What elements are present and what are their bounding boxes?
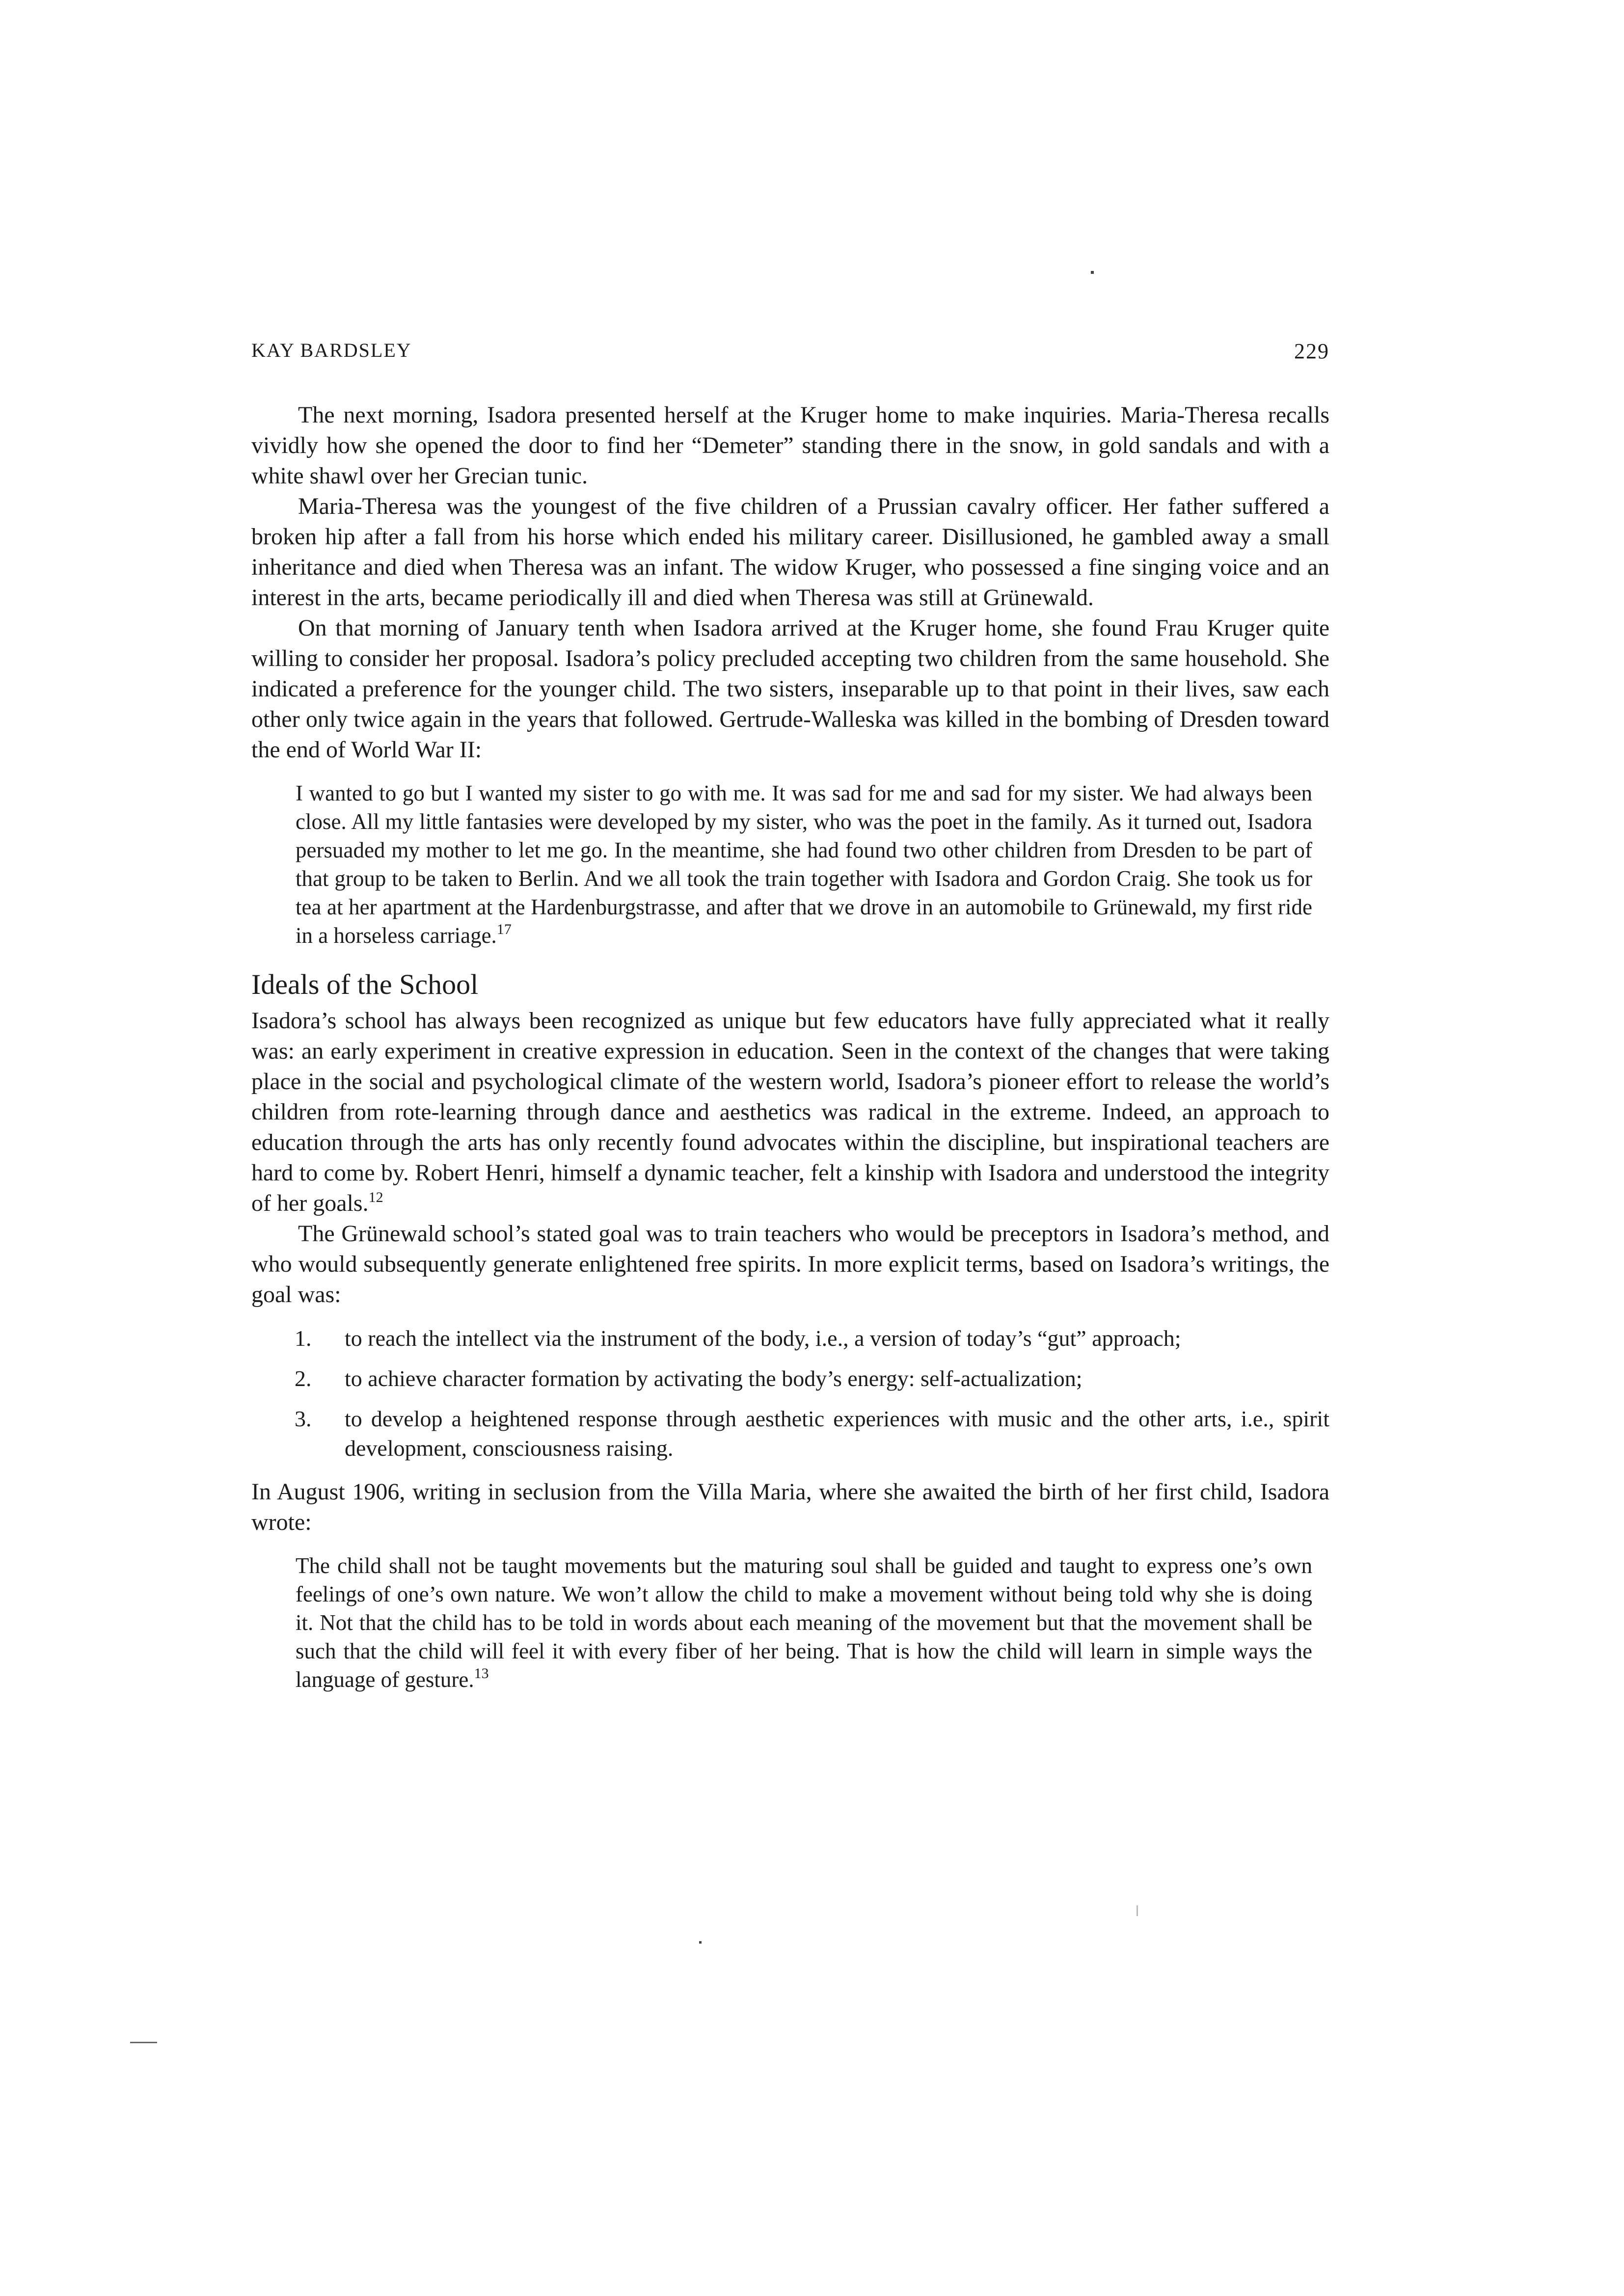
block-quote-maria-theresa (296, 779, 1312, 950)
scan-speck (1137, 1905, 1138, 1916)
scan-speck (130, 2042, 157, 2043)
paragraph-august-1906: In August 1906, writing in seclusion from the Villa Maria, where she awaited the birth of her first child, Isadora wrote: (251, 1479, 1329, 1535)
scan-speck (1091, 271, 1094, 274)
footnote-ref: 17 (496, 921, 512, 937)
paragraph-text: Isadora’s school has always been recognized as unique but few educators have fully appreciated what it really was: an early experiment in creative expression in education. Seen in the context of the changes that were taking place in the social and psychological climate of the western world, Isadora’s pioneer effort to release the world’s children from rote-learning through dance and aesthetics was radical in the extreme. Indeed, an approach to education through the arts has only recently found advocates within the discipline, but inspirational teachers are hard to come by. Robert Henri, himself a dynamic teacher, felt a kinship with Isadora and understood the integrity of her goals. (251, 1008, 1329, 1216)
list-item-text: to reach the intellect via the instrument of the body, i.e., a version of today’s “gut” approach; (345, 1326, 1181, 1351)
scan-speck (699, 1941, 702, 1944)
paragraph-maria-theresa-family: Maria-Theresa was the youngest of the five children of a Prussian cavalry officer. Her father suffered a broken hip after a fall from his horse which ended his military career. Disillusioned, he gambled away a small inheritance and died when Theresa was an infant. The widow Kruger, who possessed a fine singing voice and an interest in the arts, became periodically ill and died when Theresa was still at Grünewald. (251, 493, 1329, 611)
running-head (251, 339, 1329, 368)
paragraph-school-unique (251, 1006, 1329, 1219)
list-item-number: 1. (295, 1326, 312, 1351)
list-item-text: to develop a heightened response through aesthetic experiences with music and the other arts, i.e., spirit development, consciousness raising. (345, 1406, 1329, 1461)
paragraph-kruger-visit: The next morning, Isadora presented herself at the Kruger home to make inquiries. Maria-Theresa recalls vividly how she opened the door to find her “Demeter” standing there in the snow, in gold sandals and with a white shawl over her Grecian tunic. (251, 402, 1329, 489)
list-item-number: 2. (295, 1366, 312, 1391)
list-item (251, 1324, 1329, 1353)
block-quote-text: The child shall not be taught movements but the maturing soul shall be guided and taught to express one’s own feelings of one’s own nature. We won’t allow the child to make a movement without being told why she is doing it. Not that the child has to be told in words about each meaning of the movement but that the movement shall be such that the child will feel it with every fiber of her being. That is how the child will learn in simple ways the language of gesture. (296, 1553, 1312, 1692)
list-item-text: to achieve character formation by activating the body’s energy: self-actualization; (345, 1366, 1083, 1391)
footnote-ref: 12 (368, 1189, 383, 1205)
footnote-ref: 13 (474, 1665, 489, 1682)
block-quote-text: I wanted to go but I wanted my sister to go with me. It was sad for me and sad for my sister. We had always been close. All my little fantasies were developed by my sister, who was the poet in the family. As it turned out, Isadora persuaded my mother to let me go. In the meantime, she had found two other children from Dresden to be part of that group to be taken to Berlin. And we all took the train together with Isadora and Gordon Craig. She took us for tea at her apartment at the Hardenburgstrasse, and after that we drove in an automobile to Grünewald, my first ride in a horseless carriage. (296, 781, 1312, 948)
paragraph-stated-goal: The Grünewald school’s stated goal was to train teachers who would be preceptors in Isadora’s method, and who would subsequently generate enlightened free spirits. In more explicit terms, based on Isadora’s writings, the goal was: (251, 1221, 1329, 1308)
list-item (251, 1404, 1329, 1463)
goals-list (251, 1324, 1329, 1463)
running-head-author: KAY BARDSLEY (251, 339, 412, 361)
list-item (251, 1364, 1329, 1393)
block-quote-isadora (296, 1551, 1312, 1694)
list-item-number: 3. (295, 1406, 312, 1431)
section-heading: Ideals of the School (251, 968, 479, 1000)
body-text (251, 400, 1329, 1706)
paragraph-january-tenth: On that morning of January tenth when Isadora arrived at the Kruger home, she found Frau Kruger quite willing to consider her proposal. Isadora’s policy precluded accepting two children from the same household. She indicated a preference for the younger child. The two sisters, inseparable up to that point in their lives, saw each other only twice again in the years that followed. Gertrude-Walleska was killed in the bombing of Dresden toward the end of World War II: (251, 615, 1329, 763)
page-number: 229 (1294, 339, 1329, 363)
